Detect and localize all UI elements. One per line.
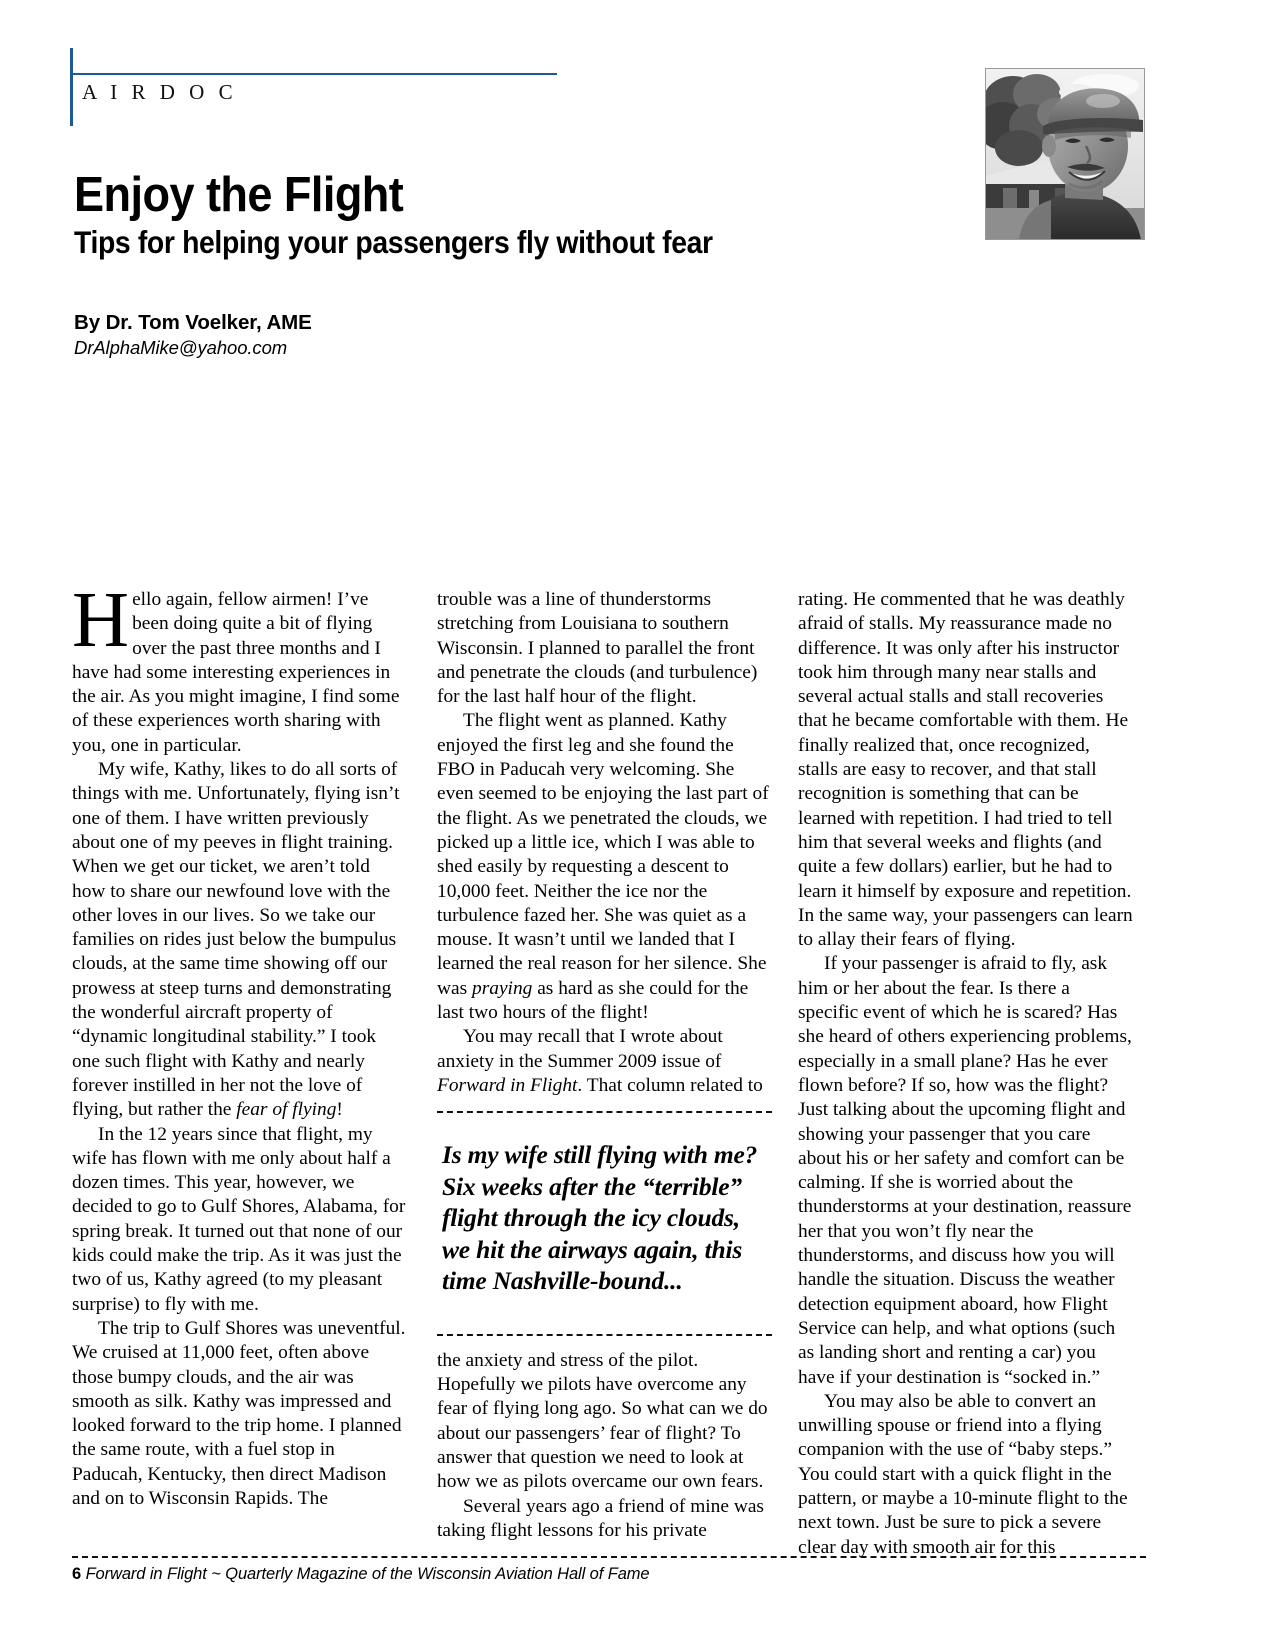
paragraph: Several years ago a friend of mine was taking flight lessons for his private — [437, 1495, 764, 1541]
paragraph-text-tail: as hard as she could for the last two hours of the flight! — [437, 977, 749, 1024]
pull-quote-rule-top — [437, 1111, 772, 1113]
paragraph-text-tail: . That column related to — [577, 1074, 763, 1096]
paragraph-text: My wife, Kathy, likes to do all sorts of things with me. Unfortunately, flying isn’t one of them. I have written previously about one of my peeves in flight training. When we get our ticket, we aren’t told how to share our newfound love with the other loves in our lives. So we take our families on rides just below the bumpulus clouds, at the same time showing off our prowess at steep turns and demonstrating the wonderful aircraft property of “dynamic longitudinal stability.” I took one such flight with Kathy and nearly forever instilled in her not the love of flying, but rather the — [72, 759, 400, 1121]
paragraph — [72, 577, 407, 758]
masthead-vertical-rule — [70, 48, 73, 126]
paragraph: trouble was a line of thunderstorms stretching from Louisiana to southern Wisconsin. I planned to parallel the front and penetrate the clouds (and turbulence) for the last half hour of the flight. — [437, 589, 758, 708]
paragraph-text: The flight went as planned. Kathy enjoyed the first leg and she found the FBO in Paducah very welcoming. She even seemed to be enjoying the last part of the flight. As we penetrated the clouds, we picked up a little ice, which I was able to shed easily by requesting a descent to 10,000 feet. Neither the ice nor the turbulence fazed her. She was quiet as a mouse. It wasn’t until we landed that I learned the real reason for her silence. She was — [437, 710, 769, 999]
byline-block — [74, 310, 674, 360]
article-column-3 — [798, 588, 1133, 1560]
footer-text — [72, 1565, 1146, 1584]
author-email: DrAlphaMike@yahoo.com — [74, 337, 288, 358]
pull-quote-text: Is my wife still flying with me? Six weeks after the “terrible” flight through the icy clouds, we hit the airways again, this time Nashville-bound... — [442, 1140, 758, 1296]
footer-rule — [72, 1556, 1146, 1558]
article-column-1 — [72, 577, 407, 1511]
paragraph: If your passenger is afraid to fly, ask him or her about the fear. Is there a specific event of which he is scared? Has she heard of others experiencing problems, especially in a small plane? Has he ever flown before? If so, how was the flight? Just talking about the upcoming flight and showing your passenger that you care about his or her safety and comfort can be calming. If she is worried about the thunderstorms at your destination, reassure her that you won’t fly near the thunderstorms, and discuss how you will handle the situation. Discuss the weather detection equipment aboard, how Flight Service can help, and what options (such as landing short and renting a car) you have if your destination is “socked in.” — [798, 953, 1132, 1388]
page-title: Enjoy the Flight — [74, 168, 404, 222]
paragraph-text: You may recall that I wrote about anxiety in the Summer 2009 issue of — [437, 1026, 723, 1072]
paragraph: the anxiety and stress of the pilot. Hopefully we pilots have overcome any fear of flying long ago. So what can we do about our passengers’ fear of flight? To answer that question we need to look at how we as pilots overcame our own fears. — [437, 1349, 768, 1493]
paragraph — [437, 709, 772, 1025]
masthead-horizontal-rule — [70, 73, 557, 75]
section-label: A I R D O C — [82, 80, 238, 104]
masthead — [70, 48, 560, 126]
paragraph: In the 12 years since that flight, my wife has flown with me only about half a dozen times. This year, however, we decided to go to Gulf Shores, Alabama, for spring break. It turned out that none of our kids could make the trip. As it was just the two of us, Kathy agreed (to my pleasant surprise) to fly with me. — [72, 1123, 406, 1315]
pull-quote-spacer — [437, 1297, 772, 1323]
author-name: By Dr. Tom Voelker, AME — [74, 311, 312, 334]
page-number: 6 — [72, 1565, 82, 1583]
pull-quote-rule-bottom — [437, 1334, 772, 1336]
paragraph: The trip to Gulf Shores was uneventful. We cruised at 11,000 feet, often above those bumpy clouds, and the air was smooth as silk. Kathy was impressed and looked forward to the trip home. I planned the same route, with a fuel stop in Paducah, Kentucky, then direct Madison and on to Wisconsin Rapids. The — [72, 1317, 406, 1509]
author-photo — [985, 68, 1145, 240]
paragraph — [437, 1025, 772, 1098]
article-column-2 — [437, 588, 772, 1543]
paragraph-text: ello again, fellow airmen! I’ve been doing quite a bit of flying over the past three months and I have had some interesting experiences in the air. As you might imagine, I find some of these experiences worth sharing with you, one in particular. — [72, 589, 400, 756]
drop-cap: H — [72, 577, 130, 664]
paragraph — [72, 758, 407, 1122]
article-title-block — [74, 168, 944, 260]
paragraph: You may also be able to convert an unwilling spouse or friend into a flying companion with the use of “baby steps.” You could start with a quick flight in the pattern, or maybe a 10-minute flight to the next town. Just be sure to pick a severe clear day with smooth air for this — [798, 1390, 1128, 1558]
emphasis-text: praying — [472, 977, 533, 999]
publication-title: Forward in Flight — [437, 1074, 578, 1096]
publication-name: Forward in Flight ~ Quarterly Magazine of the Wisconsin Aviation Hall of Fame — [85, 1565, 650, 1583]
paragraph-text-tail: ! — [336, 1099, 343, 1121]
page-footer — [72, 1556, 1146, 1584]
paragraph: rating. He commented that he was deathly afraid of stalls. My reassurance made no difference. It was only after his instructor took him through many near stalls and several actual stalls and stall recoveries that he became comfortable with them. He finally realized that, once recognized, stalls are easy to recover, and that stall recognition is something that can be learned with repetition. I had tried to tell him that several weeks and flights (and quite a few dollars) earlier, but he had to learn it himself by exposure and repetition. In the same way, your passengers can learn to allay their fears of flying. — [798, 589, 1133, 951]
emphasis-text: fear of flying — [236, 1099, 337, 1121]
pull-quote-block — [437, 1111, 772, 1336]
page-subtitle: Tips for helping your passengers fly without fear — [74, 224, 713, 260]
author-headshot-image — [985, 68, 1145, 240]
